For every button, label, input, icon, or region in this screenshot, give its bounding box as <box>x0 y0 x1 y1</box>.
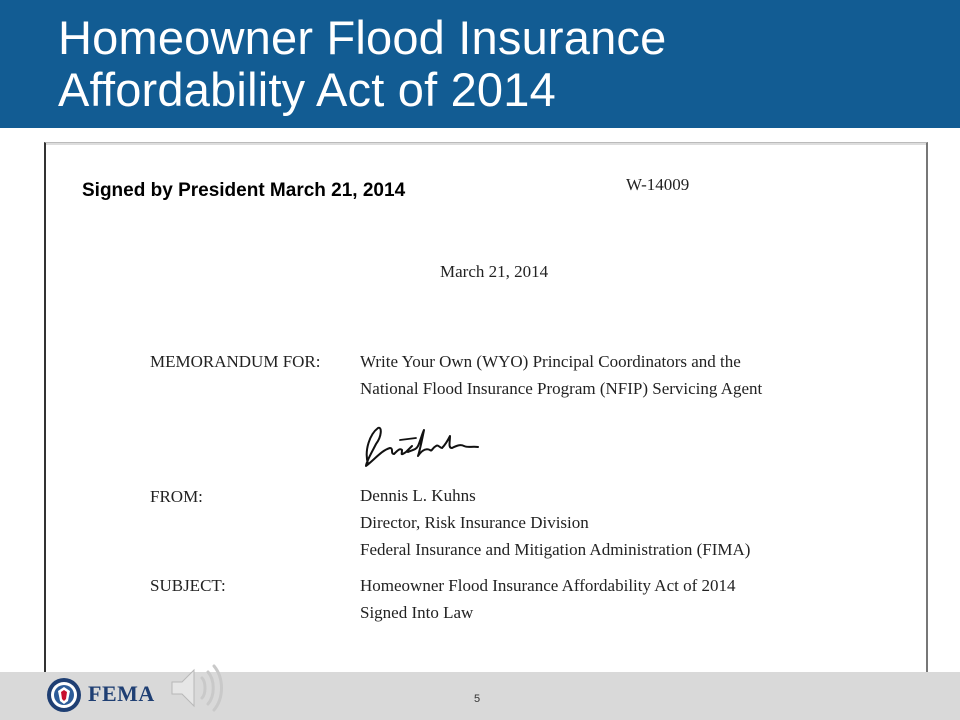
memo-for-value <box>360 348 762 402</box>
page-number: 5 <box>474 693 481 705</box>
memo-from-line-3: Federal Insurance and Mitigation Administration (FIMA) <box>360 540 751 559</box>
signature-image <box>360 420 490 475</box>
memo-from-line-2: Director, Risk Insurance Division <box>360 513 589 532</box>
slide-title <box>58 12 938 116</box>
signed-note: Signed by President March 21, 2014 <box>82 180 406 201</box>
slide-title-line-1: Homeowner Flood Insurance <box>58 11 667 64</box>
memo-subject-label: SUBJECT: <box>150 576 226 595</box>
document-top-edge <box>46 143 926 145</box>
memo-document-number: W-14009 <box>626 175 690 194</box>
memo-subject-line-1: Homeowner Flood Insurance Affordability Act of 2014 <box>360 576 736 595</box>
memo-subject-line-2: Signed Into Law <box>360 603 474 622</box>
memo-from-value <box>360 482 750 563</box>
memo-from-line-1: Dennis L. Kuhns <box>360 486 476 505</box>
slide-title-line-2: Affordability Act of 2014 <box>58 63 556 116</box>
fema-logo-text: FEMA <box>88 681 155 706</box>
memo-subject-value <box>360 572 736 626</box>
memo-from-label: FROM: <box>150 487 203 506</box>
memo-for-line-1: Write Your Own (WYO) Principal Coordinators and the <box>360 352 741 371</box>
dhs-seal-icon <box>46 677 82 713</box>
memo-for-line-2: National Flood Insurance Program (NFIP) Servicing Agent <box>360 379 763 398</box>
speaker-icon[interactable] <box>168 660 232 716</box>
memo-date: March 21, 2014 <box>440 262 549 281</box>
memo-for-label: MEMORANDUM FOR: <box>150 352 321 371</box>
